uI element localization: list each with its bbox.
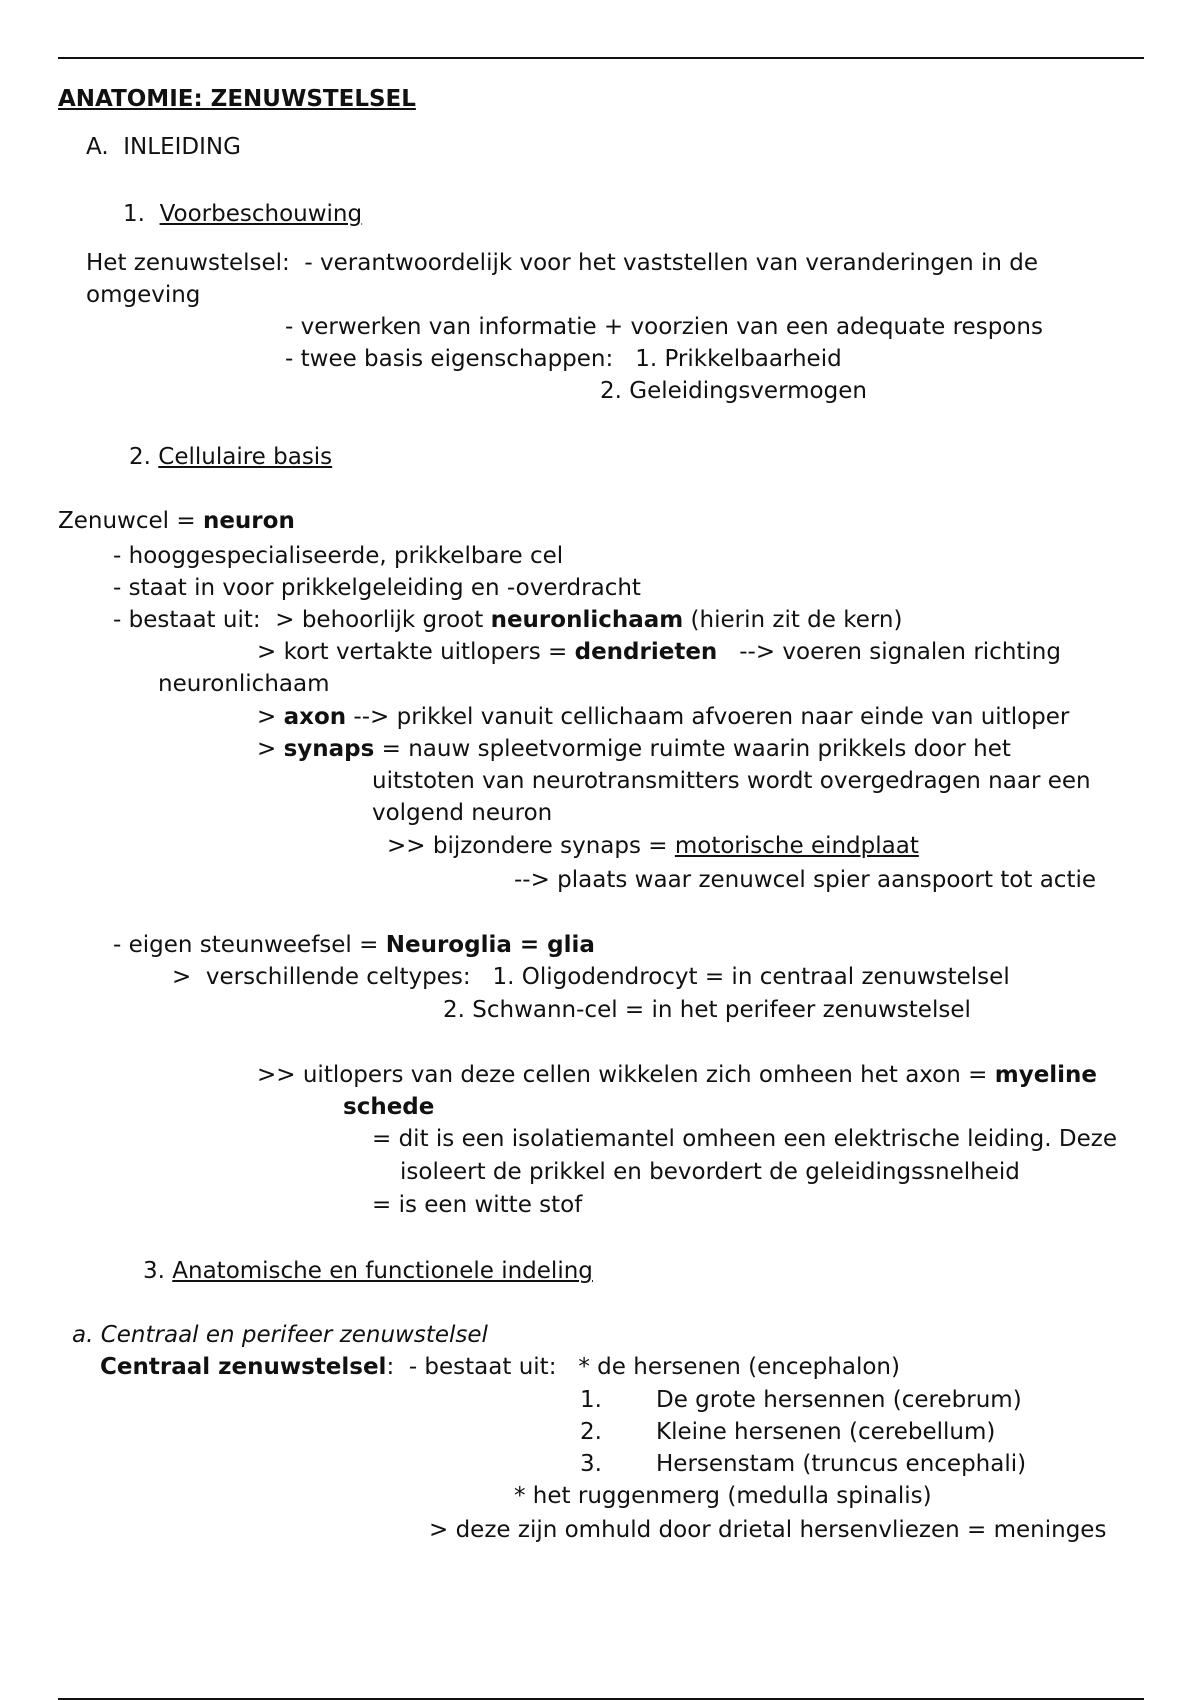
- item-2-num: 2.: [580, 1419, 602, 1445]
- section-a-letter: A.: [86, 134, 109, 160]
- synaps-line-2: uitstoten van neurotransmitters wordt overgedragen naar een: [372, 768, 1091, 794]
- subsection-1-heading: [123, 199, 362, 229]
- subsection-1-title: Voorbeschouwing: [159, 201, 363, 227]
- page-title: ANATOMIE: ZENUWSTELSEL: [58, 86, 416, 112]
- hersenen-item-3: [580, 1449, 1026, 1479]
- s1-l3b: 1. Prikkelbaarheid: [635, 346, 842, 372]
- s1-lead: Het zenuwstelsel:: [86, 250, 290, 276]
- d1-a: > kort vertakte uitlopers =: [257, 639, 575, 665]
- b3-a: - bestaat uit: > behoorlijk groot: [113, 607, 491, 633]
- item-2-text: Kleine hersenen (cerebellum): [656, 1419, 996, 1445]
- myeline-line-3: = dit is een isolatiemantel omheen een elektrische leiding. Deze: [372, 1126, 1117, 1152]
- subsection-3-title: Anatomische en functionele indeling: [172, 1258, 593, 1284]
- myeline-line: [257, 1060, 1097, 1090]
- eindplaat-line-2: --> plaats waar zenuwcel spier aanspoort tot actie: [514, 867, 1097, 893]
- neuron-lead: Zenuwcel =: [58, 508, 203, 534]
- myeline-line-2: schede: [343, 1094, 435, 1120]
- s1-line-1: [86, 248, 1038, 278]
- top-rule: [58, 57, 1144, 59]
- s2-bullet-2: - staat in voor prikkelgeleiding en -overdracht: [113, 575, 641, 601]
- s2-bullet-1: - hooggespecialiseerde, prikkelbare cel: [113, 543, 564, 569]
- subsection-3a: a. Centraal en perifeer zenuwstelsel: [72, 1322, 488, 1348]
- ruggenmerg-line: * het ruggenmerg (medulla spinalis): [514, 1483, 932, 1509]
- subsection-3-number: 3.: [143, 1258, 165, 1284]
- subsection-2-title: Cellulaire basis: [158, 444, 333, 470]
- sy-2: synaps: [283, 736, 375, 762]
- g1-a: - eigen steunweefsel =: [113, 932, 386, 958]
- item-3-text: Hersenstam (truncus encephali): [656, 1451, 1027, 1477]
- s1-line-2: - verwerken van informatie + voorzien van een adequate respons: [285, 314, 1043, 340]
- cz-line: [100, 1352, 900, 1382]
- celtypes-line: > verschillende celtypes: 1. Oligodendrocyt = in centraal zenuwstelsel: [172, 964, 1010, 990]
- synaps-line: [257, 734, 1011, 764]
- synaps-line-3: volgend neuron: [372, 800, 553, 826]
- cz-rest: : - bestaat uit: * de hersenen (encephalon): [386, 1354, 900, 1380]
- item-1-text: De grote hersennen (cerebrum): [656, 1387, 1022, 1413]
- ax-3: --> prikkel vanuit cellichaam afvoeren naar einde van uitloper: [346, 704, 1070, 730]
- neuron-term: neuron: [202, 508, 295, 534]
- subsection-2-number: 2.: [129, 444, 151, 470]
- myeline-line-4: isoleert de prikkel en bevordert de geleidingssnelheid: [400, 1159, 1020, 1185]
- glia-line: [113, 930, 595, 960]
- section-a-label: INLEIDING: [123, 134, 241, 160]
- me-2: motorische eindplaat: [674, 833, 919, 859]
- s1-line-3: [285, 344, 842, 374]
- me-1: >> bijzondere synaps =: [387, 833, 675, 859]
- hersenen-item-1: [580, 1385, 1022, 1415]
- item-1-num: 1.: [580, 1387, 602, 1413]
- celtypes-line-2: 2. Schwann-cel = in het perifeer zenuwstelsel: [443, 997, 971, 1023]
- my1-a: >> uitlopers van deze cellen wikkelen zich omheen het axon =: [257, 1062, 995, 1088]
- s1-line-4: 2. Geleidingsvermogen: [600, 378, 867, 404]
- subsection-2-heading: [129, 442, 332, 472]
- subsection-1-number: 1.: [123, 201, 145, 227]
- s2-bullet-3: [113, 605, 902, 635]
- ax-1: >: [257, 704, 284, 730]
- eindplaat-line: [387, 831, 919, 861]
- axon-line: [257, 702, 1069, 732]
- sy-3: = nauw spleetvormige ruimte waarin prikkels door het: [374, 736, 1011, 762]
- dendrieten-line-2: neuronlichaam: [158, 671, 330, 697]
- d1-b: dendrieten: [574, 639, 718, 665]
- subsection-3-heading: [143, 1256, 593, 1286]
- s1-line-1b: omgeving: [86, 282, 201, 308]
- s1-l3a: - twee basis eigenschappen:: [285, 346, 614, 372]
- g1-b: Neuroglia = glia: [385, 932, 595, 958]
- hersenen-item-2: [580, 1417, 995, 1447]
- meninges-line: > deze zijn omhuld door drietal hersenvliezen = meninges: [429, 1517, 1107, 1543]
- dendrieten-line: [257, 637, 1061, 667]
- b3-c: (hierin zit de kern): [683, 607, 903, 633]
- item-3-num: 3.: [580, 1451, 602, 1477]
- b3-b: neuronlichaam: [490, 607, 684, 633]
- myeline-line-5: = is een witte stof: [372, 1192, 583, 1218]
- cz-bold: Centraal zenuwstelsel: [100, 1354, 387, 1380]
- sy-1: >: [257, 736, 284, 762]
- d1-c: --> voeren signalen richting: [717, 639, 1061, 665]
- section-a-heading: [86, 132, 241, 162]
- neuron-line: [58, 506, 295, 536]
- s1-l1: - verantwoordelijk voor het vaststellen van veranderingen in de: [304, 250, 1039, 276]
- ax-2: axon: [283, 704, 347, 730]
- my1-b: myeline: [994, 1062, 1098, 1088]
